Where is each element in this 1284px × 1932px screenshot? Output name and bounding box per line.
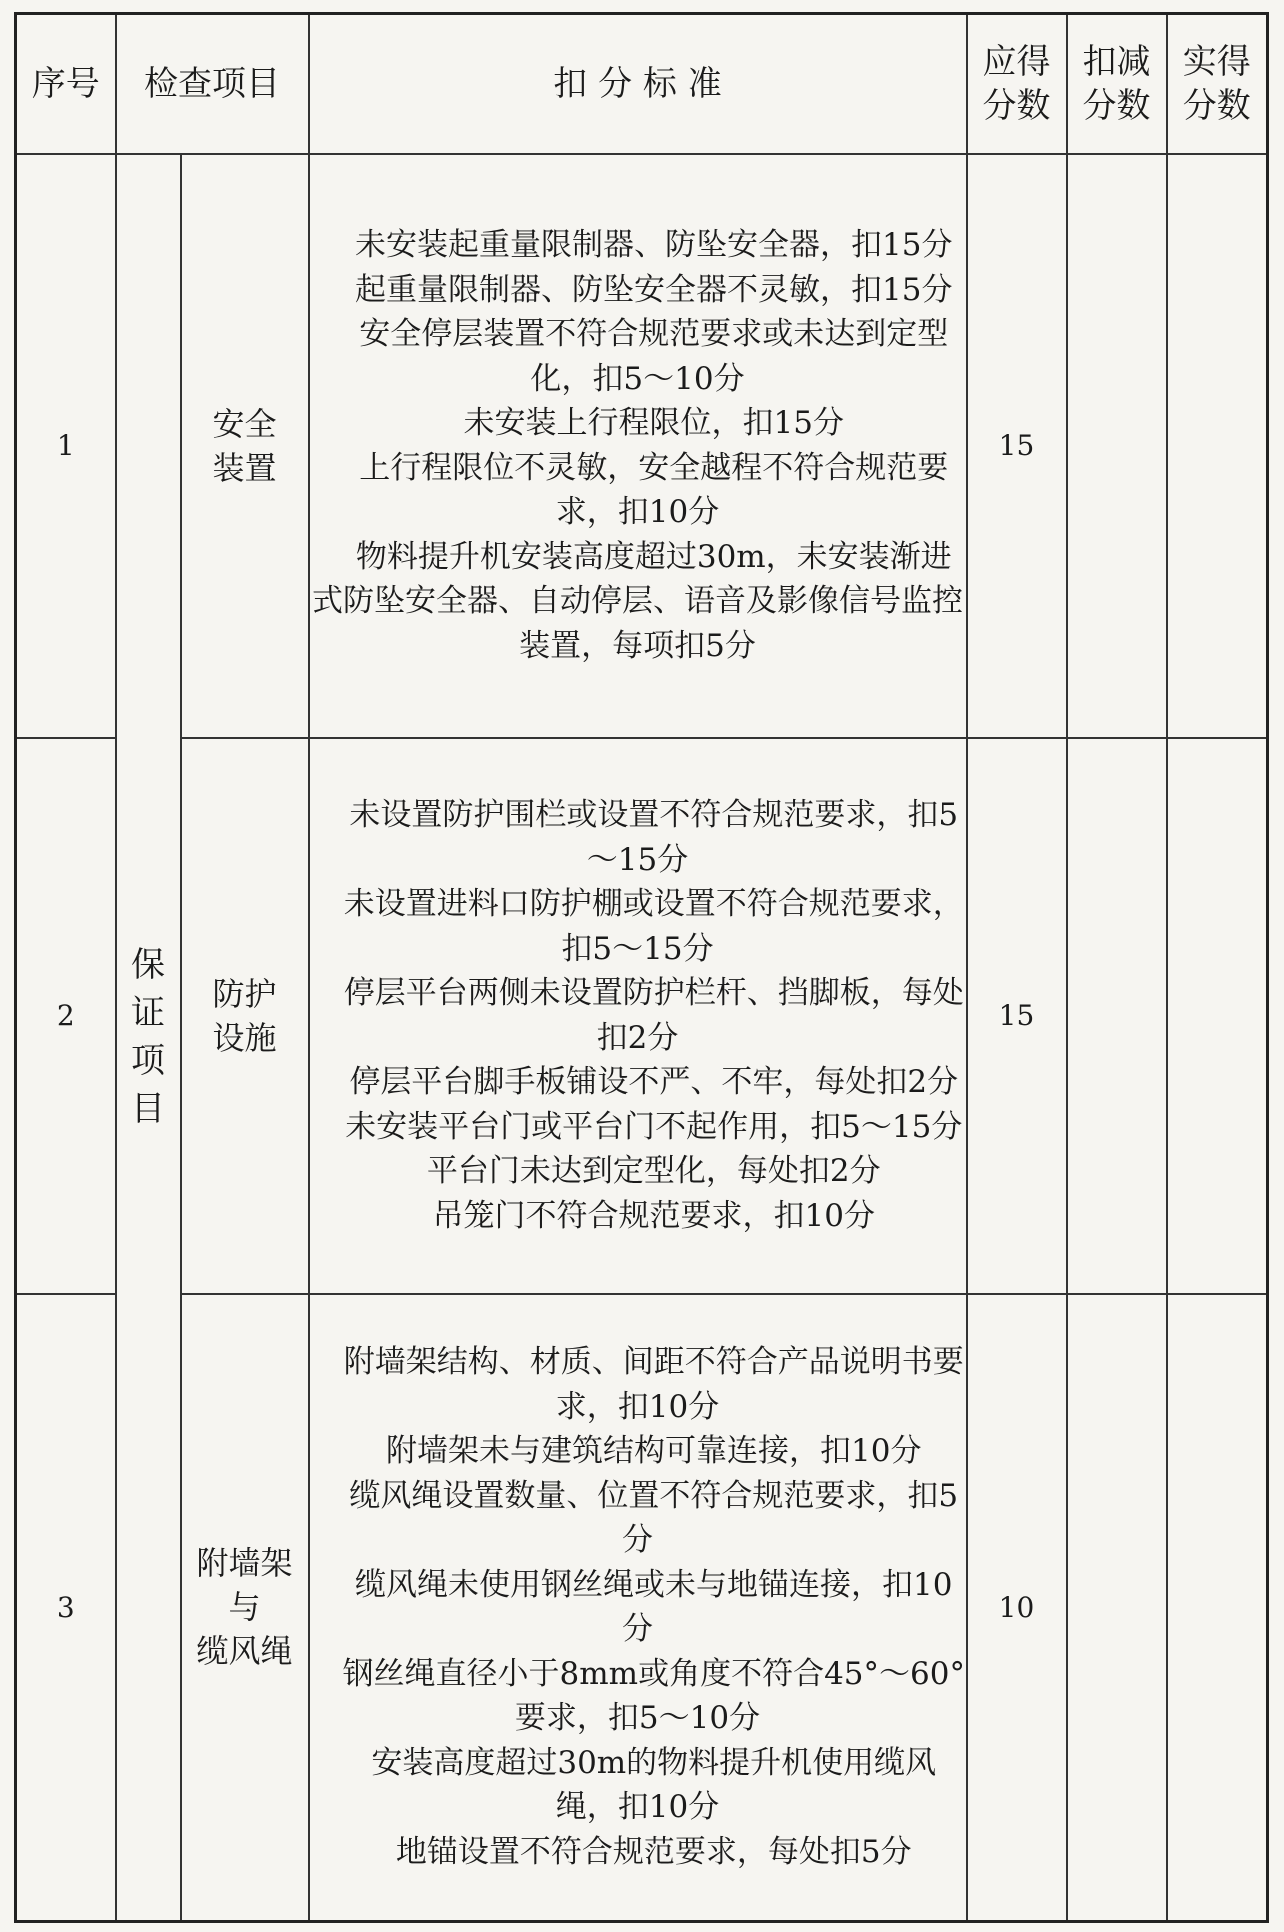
check-item: 附墙架 与 缆风绳 [181, 1294, 309, 1922]
deduction-standard [309, 154, 967, 738]
check-item: 防护 设施 [181, 738, 309, 1294]
deduct-score-cell[interactable] [1067, 1294, 1167, 1922]
should-score: 15 [967, 738, 1067, 1294]
standard-item: 附墙架结构、材质、间距不符合产品说明书要求，扣10分 [343, 1344, 964, 1425]
standard-item: 未设置防护围栏或设置不符合规范要求，扣5～15分 [349, 797, 959, 878]
header-should-score: 应得 分数 [967, 14, 1067, 154]
row-number: 2 [16, 738, 116, 1294]
standard-item: 物料提升机安装高度超过30m，未安装渐进式防坠安全器、自动停层、语音及影像信号监控装置，每项扣5分 [312, 538, 963, 664]
standard-item: 起重量限制器、防坠安全器不灵敏，扣15分 [355, 271, 953, 308]
standard-item: 缆风绳设置数量、位置不符合规范要求，扣5分 [349, 1477, 959, 1559]
header-standard: 扣 分 标 准 [309, 14, 967, 154]
row-number: 3 [16, 1294, 116, 1922]
inspection-table-container [14, 12, 1266, 1920]
standard-item: 未安装起重量限制器、防坠安全器，扣15分 [355, 227, 953, 263]
deduct-score-cell[interactable] [1067, 154, 1167, 738]
header-row [16, 14, 1268, 154]
standard-item: 安装高度超过30m的物料提升机使用缆风绳，扣10分 [371, 1744, 937, 1826]
standard-item: 地锚设置不符合规范要求，每处扣5分 [395, 1833, 912, 1870]
deduct-score-cell[interactable] [1067, 738, 1167, 1294]
standard-item: 附墙架未与建筑结构可靠连接，扣10分 [386, 1433, 922, 1470]
header-project-part1: 检查 [144, 63, 212, 104]
header-actual-score: 实得 分数 [1167, 14, 1268, 154]
inspection-table [14, 12, 1269, 1923]
header-project-part2: 项目 [212, 63, 280, 104]
standard-item: 未设置进料口防护棚或设置不符合规范要求，扣5～15分 [343, 886, 964, 967]
actual-score-cell[interactable] [1167, 154, 1268, 738]
category-cell: 保 证 项 目 [116, 154, 181, 1922]
standard-item: 上行程限位不灵敏，安全越程不符合规范要求，扣10分 [359, 449, 949, 530]
standard-item: 钢丝绳直径小于8mm或角度不符合45°～60°要求，扣5～10分 [342, 1655, 965, 1737]
header-project [116, 14, 309, 154]
standard-item: 停层平台脚手板铺设不严、不牢，每处扣2分 [349, 1064, 959, 1100]
table-row [16, 154, 1268, 738]
should-score: 15 [967, 154, 1067, 738]
check-item: 安全 装置 [181, 154, 309, 738]
header-deduct-score: 扣减 分数 [1067, 14, 1167, 154]
standard-item: 未安装平台门或平台门不起作用，扣5～15分 [345, 1108, 963, 1145]
standard-item: 平台门未达到定型化，每处扣2分 [426, 1153, 881, 1189]
deduction-standard [309, 1294, 967, 1922]
table-row [16, 738, 1268, 1294]
should-score: 10 [967, 1294, 1067, 1922]
standard-item: 未安装上行程限位，扣15分 [463, 405, 844, 441]
standard-item: 吊笼门不符合规范要求，扣10分 [432, 1197, 875, 1234]
standard-item: 停层平台两侧未设置防护栏杆、挡脚板，每处扣2分 [343, 975, 964, 1056]
deduction-standard [309, 738, 967, 1294]
actual-score-cell[interactable] [1167, 738, 1268, 1294]
table-row [16, 1294, 1268, 1922]
standard-item: 安全停层装置不符合规范要求或未达到定型化，扣5～10分 [359, 316, 949, 397]
row-number: 1 [16, 154, 116, 738]
actual-score-cell[interactable] [1167, 1294, 1268, 1922]
standard-item: 缆风绳未使用钢丝绳或未与地锚连接，扣10分 [355, 1566, 953, 1648]
header-no: 序号 [16, 14, 116, 154]
